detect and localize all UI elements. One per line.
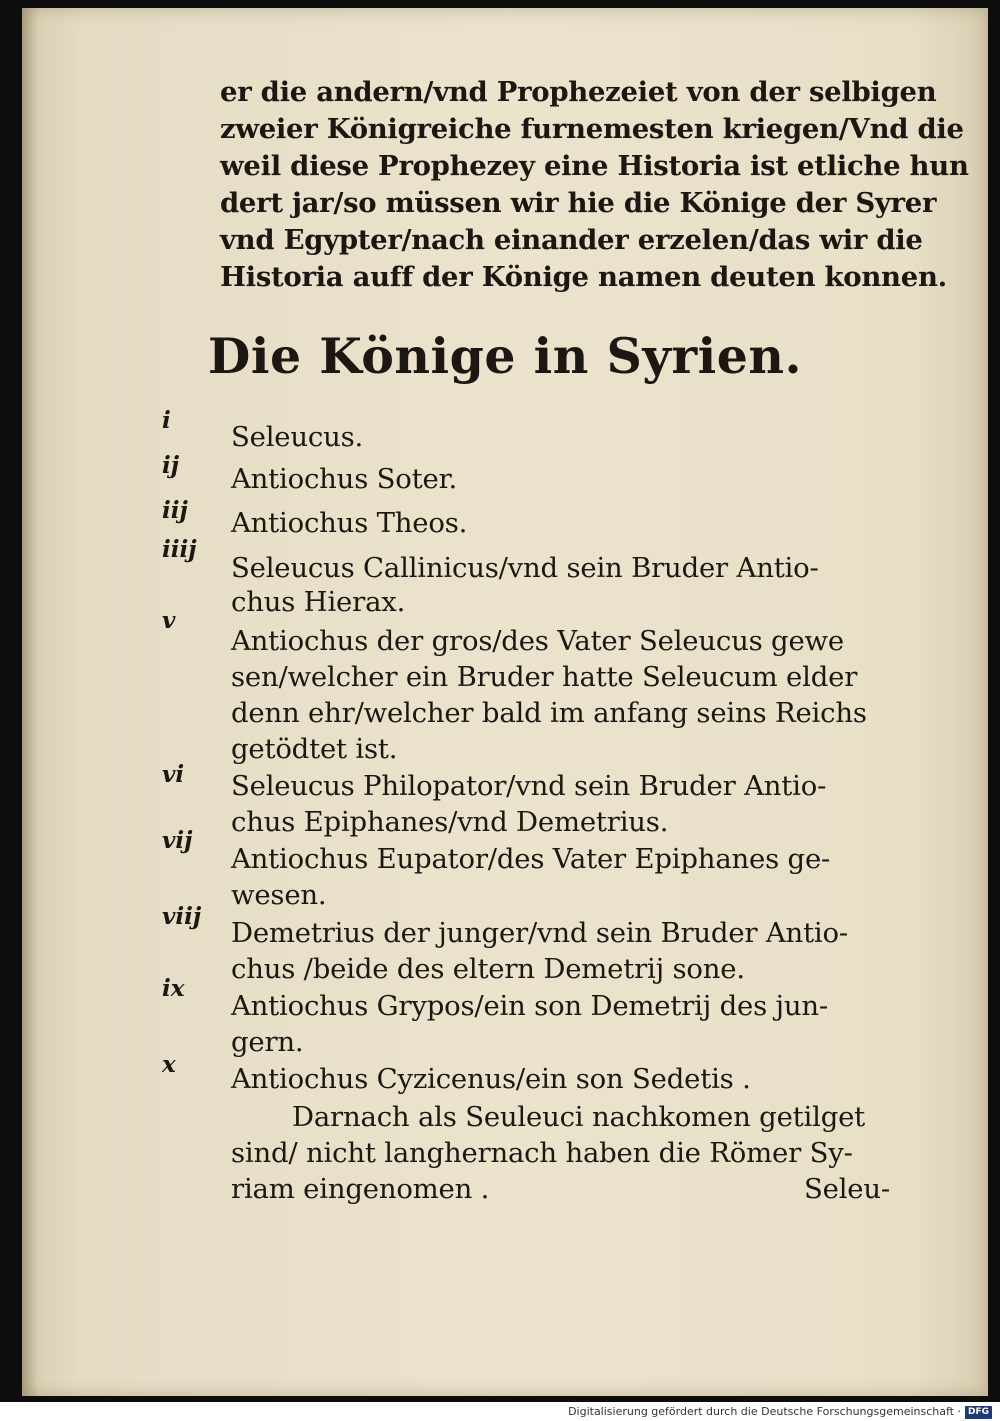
king-entry-line: Antiochus Cyzicenus/ein son Sedetis . — [231, 1063, 751, 1095]
section-heading: Die Könige in Syrien. — [207, 327, 803, 385]
king-number: ix — [162, 975, 185, 1002]
intro-line: vnd Egypter/nach einander erzelen/das wir die — [220, 224, 923, 256]
digitization-credit — [568, 1403, 992, 1421]
king-number: iiij — [162, 536, 197, 563]
king-entry-line: chus /beide des eltern Demetrij sone. — [231, 953, 745, 985]
king-entry-line: Seleucus Callinicus/vnd sein Bruder Antio- — [231, 552, 819, 584]
king-entry-line: Antiochus Grypos/ein son Demetrij des jun- — [231, 990, 828, 1022]
king-entry-line: denn ehr/welcher bald im anfang seins Reichs — [231, 697, 867, 729]
kings-list — [22, 8, 988, 1396]
intro-line: Historia auff der Könige namen deuten konnen. — [220, 261, 947, 293]
king-number: i — [162, 407, 171, 434]
king-entry-line: Seleucus. — [231, 421, 364, 453]
king-entry-line: Seleucus Philopator/vnd sein Bruder Antio- — [231, 770, 827, 802]
closing-line: riam eingenomen . — [231, 1173, 490, 1205]
king-entry-line: gern. — [231, 1026, 304, 1058]
intro-line: dert jar/so müssen wir hie die Könige der Syrer — [220, 187, 937, 219]
king-entry-line: sen/welcher ein Bruder hatte Seleucum elder — [231, 661, 858, 693]
dfg-logo: DFG — [965, 1406, 992, 1419]
king-number: viij — [162, 903, 202, 930]
catchword: Seleu- — [804, 1173, 890, 1205]
king-entry-line: chus Epiphanes/vnd Demetrius. — [231, 806, 669, 838]
king-entry-line: Antiochus der gros/des Vater Seleucus gewe — [231, 625, 844, 657]
closing-line: sind/ nicht langhernach haben die Römer Sy- — [231, 1137, 853, 1169]
king-number: iij — [162, 497, 188, 524]
intro-line: zweier Königreiche furnemesten kriegen/Vnd die — [220, 113, 964, 145]
king-entry-line: chus Hierax. — [231, 586, 406, 618]
intro-line: er die andern/vnd Prophezeiet von der selbigen — [220, 76, 937, 108]
king-entry-line: Antiochus Soter. — [231, 463, 458, 495]
king-number: ij — [162, 452, 180, 479]
king-entry-line: Antiochus Theos. — [231, 507, 468, 539]
intro-line: weil diese Prophezey eine Historia ist etliche hun — [220, 150, 969, 182]
king-number: vij — [162, 827, 193, 854]
king-number: x — [162, 1051, 176, 1078]
king-number: vi — [162, 761, 185, 788]
book-page — [22, 8, 988, 1396]
king-number: v — [162, 607, 176, 634]
king-entry-line: wesen. — [231, 879, 327, 911]
credit-text: Digitalisierung gefördert durch die Deutsche Forschungsgemeinschaft · — [568, 1405, 961, 1418]
closing-line: Darnach als Seuleuci nachkomen getilget — [292, 1101, 866, 1133]
king-entry-line: getödtet ist. — [231, 733, 398, 765]
king-entry-line: Demetrius der junger/vnd sein Bruder Antio- — [231, 917, 848, 949]
king-entry-line: Antiochus Eupator/des Vater Epiphanes ge- — [231, 843, 831, 875]
